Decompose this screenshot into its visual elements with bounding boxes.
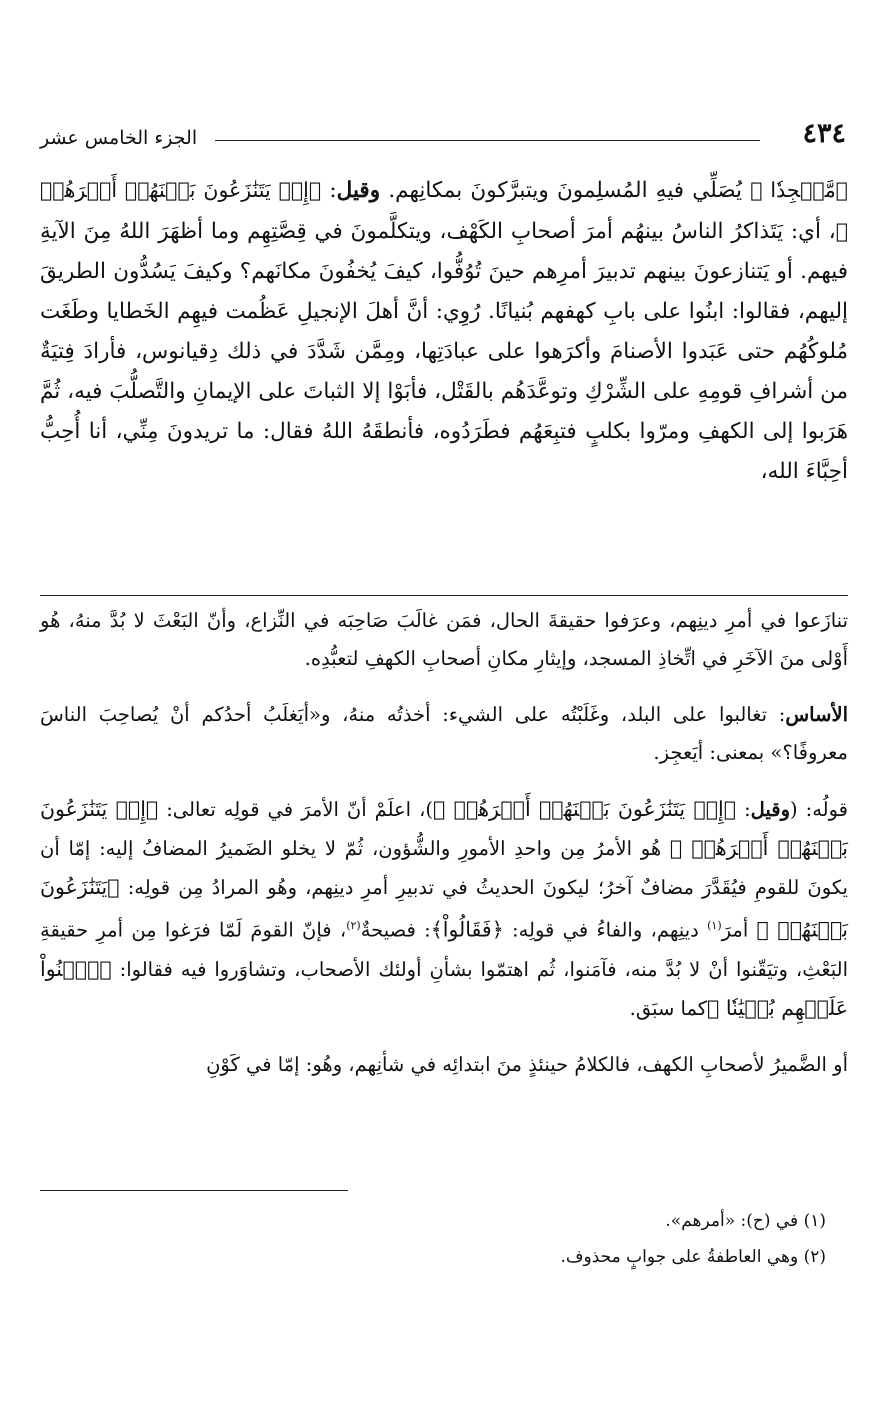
- commentary-paragraph: تنازَعوا في أمرِ دينِهم، وعرَفوا حقيقةَ الحال، فمَن غالَبَ صَاحِبَه في النِّزاع، وأنّ البَعْثَ لا بُدَّ منهُ، هُو أَوْلى منَ الآخَرِ في اتِّخاذِ المسجد، وإيثارِ مكانِ أصحابِ الكهفِ لتعبُّدِه.: [40, 609, 848, 670]
- quran-verse: ﴿مَّسۡجِدٗا ﴾: [750, 178, 848, 202]
- footnote-rule: [40, 1190, 348, 1191]
- commentary-paragraph: [40, 790, 848, 1028]
- quran-verse: ﴿فَقَالُواْ﴾: [430, 917, 504, 942]
- commentary-text-run: : تغالبوا على البلد، وغَلَبْتُه على الشيء: أخذتُه منهُ، و«أيَغلَبُ أحدُكم أنْ يُصاحِبَ الناسَ معروفًا؟» بمعنى: أيَعجِز.: [40, 703, 848, 764]
- quran-verse: ﴿إِذۡ يَتَنَٰزَعُونَ بَيۡنَهُمۡ أَمۡرَهُمۡ ﴾: [40, 178, 848, 243]
- keyword-qila: وقيل: [336, 178, 381, 203]
- commentary-paragraph: أو الضَّميرُ لأصحابِ الكهف، فالكلامُ حينئذٍ منَ ابتدائِه في شأنِهم، وهُو: إمّا في كَوْنِ: [206, 1052, 848, 1076]
- commentary-text-run: دينِهم، والفاءُ في قولِه:: [503, 918, 708, 942]
- footnote-ref: (١): [707, 919, 722, 932]
- main-paragraph: [40, 170, 848, 492]
- quran-verse: ﴿يَتَنَٰزَعُونَ بَيۡنَهُمۡ ﴾: [40, 875, 848, 942]
- commentary-text-run: ، فإنّ القومَ لَمّا فرَغوا مِن أمرِ حقيقةِ البَعْثِ، وتيَقّنوا أنْ لا بُدَّ منه، فآمَنوا، ثُم اهتمّوا بشأنِ أولئك الأصحاب، وتشاوَروا فيه فقالوا:: [40, 918, 848, 981]
- footnote: (٢) وهي العاطفةُ على جوابٍ محذوف.: [560, 1247, 826, 1267]
- header-rule: [215, 140, 760, 141]
- page-number: ٤٣٤: [802, 118, 846, 149]
- source-label-asas: الأساس: [785, 703, 848, 726]
- quran-verse: ﴿ٱبۡنُواْ عَلَيۡهِم بُنۡيَٰنٗا ﴾: [40, 956, 848, 1020]
- commentary-text-run: كما سبَق.: [629, 996, 708, 1020]
- main-text-run: ، أي: يَتَذاكرُ الناسُ بينهُم أمرَ أصحابِ الكَهْف، ويتكلَّمونَ في قِصَّتِهِم وما أظهَرَ اللهُ مِنَ الآيةِ فيهم. أو يَتنازعونَ بينهم تدبيرَ أمرِهم حينَ تُوُفُّوا، كيفَ يُخفُونَ مكانَهم؟ وكيفَ يَسُدُّون الطريقَ إليهم، فقالوا: ابنُوا على بابِ كهفهم بُنيانًا. رُوِي: أنَّ أهلَ الإنجيلِ عَظُمت فيهِم الخَطايا وطَغَت مُلوكُهُم حتى عَبَدوا الأصنامَ وأكرَهوا على عبادَتِها، ومِمَّن شَدَّدَ في ذلك دِقيانوس، فأرادَ فِتيَةٌ من أشرافِ قومِهِ على الشِّرْكِ وتوعَّدَهُم بالقَتْل، فأبَوْا إلا الثباتَ على الإيمانِ والتَّصلُّبَ فيه، ثُمَّ هَرَبوا إلى الكهفِ ومرّوا بكلبٍ فتبِعَهُم فطَرَدُوه، فأنطقَهُ اللهُ فقال: ما تريدونَ مِنِّي، أنا أُحِبُّ أحِبَّاءَ الله،: [40, 219, 848, 484]
- main-commentary-separator: [40, 595, 848, 596]
- main-text: [40, 170, 848, 492]
- commentary-text-run: هُو الأمرُ مِن واحدِ الأمورِ والشُّؤون، ثُمّ لا يخلو الضَميرُ المضافُ إليه: إمّا أن يكونَ للقومِ فيُقَدَّرَ مضافٌ آخرُ؛ ليكونَ الحديثُ في تدبيرِ أمرِ دينِهم، وهُو المرادُ مِن قولِه:: [40, 837, 848, 899]
- quran-verse: ﴿إِذۡ يَتَنَٰزَعُونَ بَيۡنَهُمۡ أَمۡرَهُمۡ ﴾: [433, 797, 737, 821]
- footnote-ref: (٢): [346, 919, 361, 932]
- main-text-run: يُصَلِّي فيهِ المُسلِمونَ ويتبرَّكونَ بمكانِهم.: [380, 178, 751, 203]
- page-header: [40, 118, 848, 158]
- punct: :: [321, 178, 337, 203]
- footnote: (١) في (ح): «أمرهم».: [665, 1211, 826, 1231]
- quran-verse: ﴿إِذۡ يَتَنَٰزَعُونَ بَيۡنَهُمۡ أَمۡرَهُمۡ ﴾: [40, 797, 848, 860]
- commentary-paragraph: [40, 696, 848, 772]
- punct: :: [736, 798, 751, 821]
- keyword-qila: وقيل: [750, 798, 791, 821]
- footnotes: [40, 1203, 826, 1275]
- commentary-text-run: : فصيحةٌ: [360, 918, 431, 942]
- running-title: الجزء الخامس عشر: [40, 127, 198, 149]
- commentary: [40, 602, 848, 1102]
- commentary-text-run: قولُه: (: [790, 798, 849, 821]
- commentary-text-run: )، اعلَمْ أنّ الأمرَ في قولِه تعالى:: [158, 798, 434, 821]
- commentary-text-run: أمرَ: [721, 918, 757, 942]
- book-page: [40, 0, 848, 1402]
